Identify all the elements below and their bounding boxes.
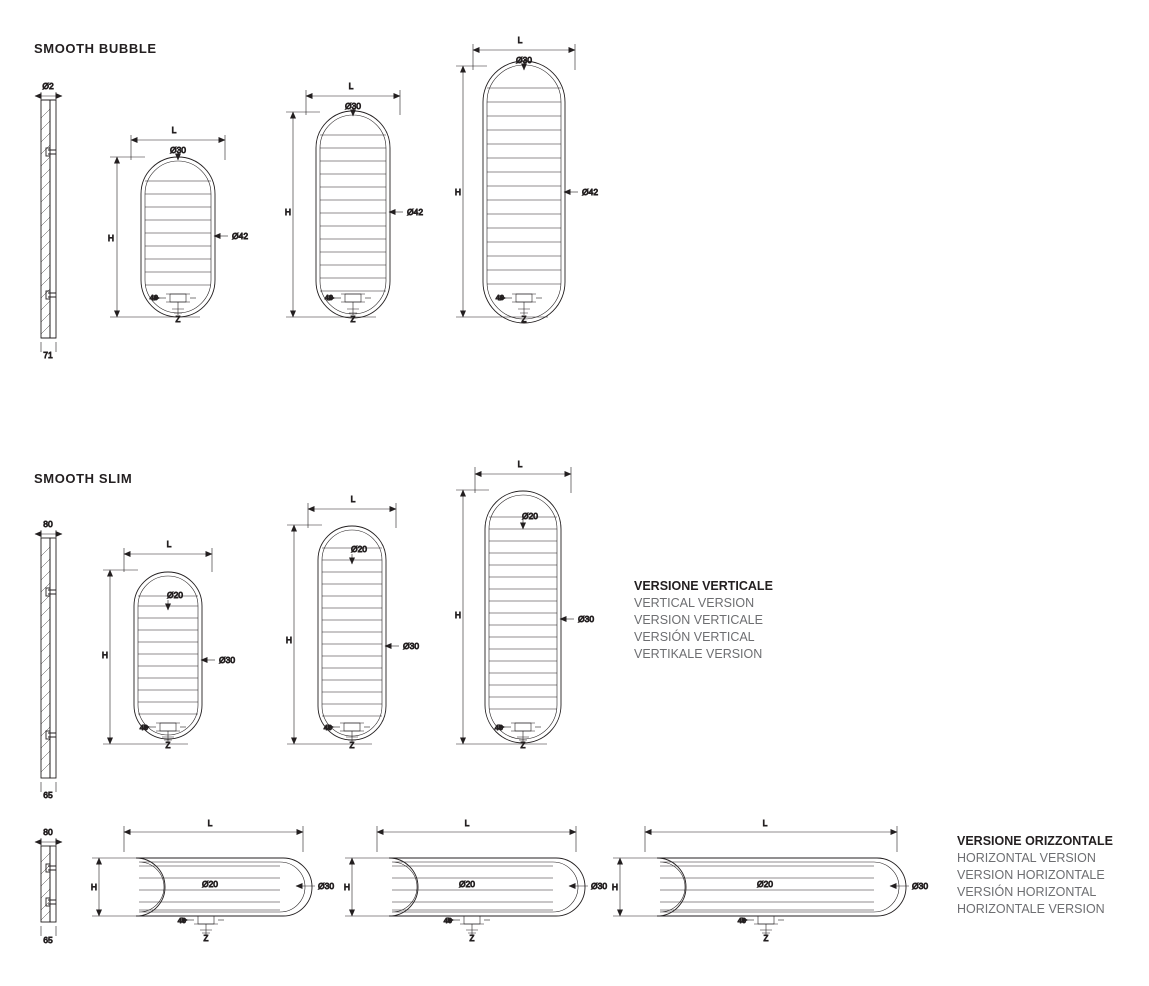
bubble-unit-1-element-label: Ø42	[232, 231, 249, 241]
slim-vertical-unit-2-width-label: L	[350, 494, 356, 504]
slim-horizontal-side-thickness-label: 80	[43, 827, 53, 837]
bubble-unit-2-valve-z-label: Z	[350, 315, 356, 324]
slim-vertical-unit-2-height-label: H	[285, 635, 293, 645]
slim-horizontal-unit-3-width-label: L	[762, 818, 768, 828]
bubble-unit-2-tube-label: Ø30	[344, 101, 362, 111]
slim-horizontal-unit-1-valve-label: 40	[177, 916, 186, 925]
bubble-side-thickness-label: Ø2	[42, 81, 54, 91]
slim-horizontal-unit-1-tube-label: Ø20	[201, 879, 219, 889]
slim-horizontal-unit-3-valve-label: 40	[737, 916, 746, 925]
slim-vertical-unit-2-valve-z-label: Z	[349, 741, 355, 750]
slim-horizontal-unit-1-height-label: H	[90, 882, 98, 892]
bubble-unit-2-element-label: Ø42	[407, 207, 424, 217]
bubble-unit-1	[107, 135, 228, 317]
bubble-unit-3-valve-label: 40	[495, 293, 504, 302]
bubble-unit-1-height-label: H	[107, 233, 115, 243]
bubble-unit-3-tube-label: Ø30	[515, 55, 533, 65]
slim-vertical-unit-1-valve-z-label: Z	[165, 741, 171, 750]
bubble-unit-2	[286, 90, 403, 318]
bubble-unit-1-width-label: L	[171, 125, 177, 135]
bubble-unit-3-width-label: L	[517, 35, 523, 45]
legend-horizontal-line-2: VERSION HORIZONTALE	[957, 868, 1105, 882]
slim-horizontal-unit-3-height-label: H	[611, 882, 619, 892]
legend-horizontal-line-1: HORIZONTAL VERSION	[957, 851, 1096, 865]
slim-horizontal-unit-3-tube-label: Ø20	[756, 879, 774, 889]
slim-horizontal-unit-2-valve-label: 40	[443, 916, 452, 925]
slim-vertical-unit-3-height-label: H	[454, 610, 462, 620]
bubble-unit-1-valve-label: 40	[149, 293, 158, 302]
slim-horizontal-unit-1-width-label: L	[207, 818, 213, 828]
bubble-unit-2-height-label: H	[284, 207, 292, 217]
bubble-side-depth-label: 71	[43, 350, 53, 360]
legend-horizontal-line-3: VERSIÓN HORIZONTAL	[957, 885, 1097, 899]
slim-vertical-unit-3-element-label: Ø30	[578, 614, 595, 624]
bubble-unit-3	[456, 44, 578, 323]
bubble-side-view	[35, 92, 62, 352]
slim-vertical-unit-1-element-label: Ø30	[219, 655, 236, 665]
slim-vertical-unit-1-valve-label: 40	[139, 723, 148, 732]
bubble-unit-3-valve-z-label: Z	[521, 315, 527, 324]
slim-vertical-unit-3	[456, 467, 574, 744]
section-title-smooth-slim: SMOOTH SLIM	[34, 471, 133, 486]
slim-side-view	[35, 530, 62, 792]
slim-vertical-unit-1	[103, 548, 215, 744]
slim-horizontal-unit-3-element-label: Ø30	[912, 881, 929, 891]
legend-horizontal-line-0: VERSIONE ORIZZONTALE	[957, 834, 1114, 848]
bubble-unit-1-valve-z-label: Z	[175, 315, 181, 324]
slim-vertical-unit-2-tube-label: Ø20	[350, 544, 368, 554]
slim-vertical-unit-1-tube-label: Ø20	[166, 590, 184, 600]
bubble-unit-2-width-label: L	[348, 81, 354, 91]
slim-vertical-unit-1-width-label: L	[166, 539, 172, 549]
slim-horizontal-unit-2-element-label: Ø30	[591, 881, 608, 891]
slim-vertical-unit-1-height-label: H	[101, 650, 109, 660]
section-title-smooth-bubble: SMOOTH BUBBLE	[34, 41, 157, 56]
slim-vertical-unit-3-width-label: L	[517, 459, 523, 469]
slim-horizontal-unit-1-valve-z-label: Z	[203, 934, 209, 943]
bubble-unit-2-valve-label: 40	[324, 293, 333, 302]
slim-vertical-unit-2-element-label: Ø30	[403, 641, 420, 651]
slim-side-depth-label: 65	[43, 790, 53, 800]
slim-horizontal-side-view	[35, 838, 62, 936]
legend-vertical-line-4: VERTIKALE VERSION	[634, 647, 763, 661]
slim-vertical-unit-3-tube-label: Ø20	[521, 511, 539, 521]
legend-vertical-line-0: VERSIONE VERTICALE	[634, 579, 773, 593]
slim-horizontal-unit-2-height-label: H	[343, 882, 351, 892]
slim-horizontal-unit-2-tube-label: Ø20	[458, 879, 476, 889]
legend-vertical-line-1: VERTICAL VERSION	[634, 596, 755, 610]
slim-vertical-unit-3-valve-label: 40	[494, 723, 503, 732]
slim-horizontal-unit-1-element-label: Ø30	[318, 881, 335, 891]
slim-vertical-unit-2	[287, 503, 399, 744]
slim-vertical-unit-3-valve-z-label: Z	[520, 741, 526, 750]
slim-side-thickness-label: 80	[43, 519, 53, 529]
bubble-unit-3-element-label: Ø42	[582, 187, 599, 197]
slim-horizontal-unit-2-valve-z-label: Z	[469, 934, 475, 943]
legend-horizontal-line-4: HORIZONTALE VERSION	[957, 902, 1105, 916]
slim-vertical-unit-2-valve-label: 40	[323, 723, 332, 732]
slim-horizontal-unit-2-width-label: L	[464, 818, 470, 828]
bubble-unit-3-height-label: H	[454, 187, 462, 197]
bubble-unit-1-tube-label: Ø30	[169, 145, 187, 155]
slim-horizontal-side-depth-label: 65	[43, 935, 53, 945]
legend-vertical-line-2: VERSION VERTICALE	[634, 613, 763, 627]
legend-vertical-line-3: VERSIÓN VERTICAL	[634, 630, 755, 644]
slim-horizontal-unit-3-valve-z-label: Z	[763, 934, 769, 943]
